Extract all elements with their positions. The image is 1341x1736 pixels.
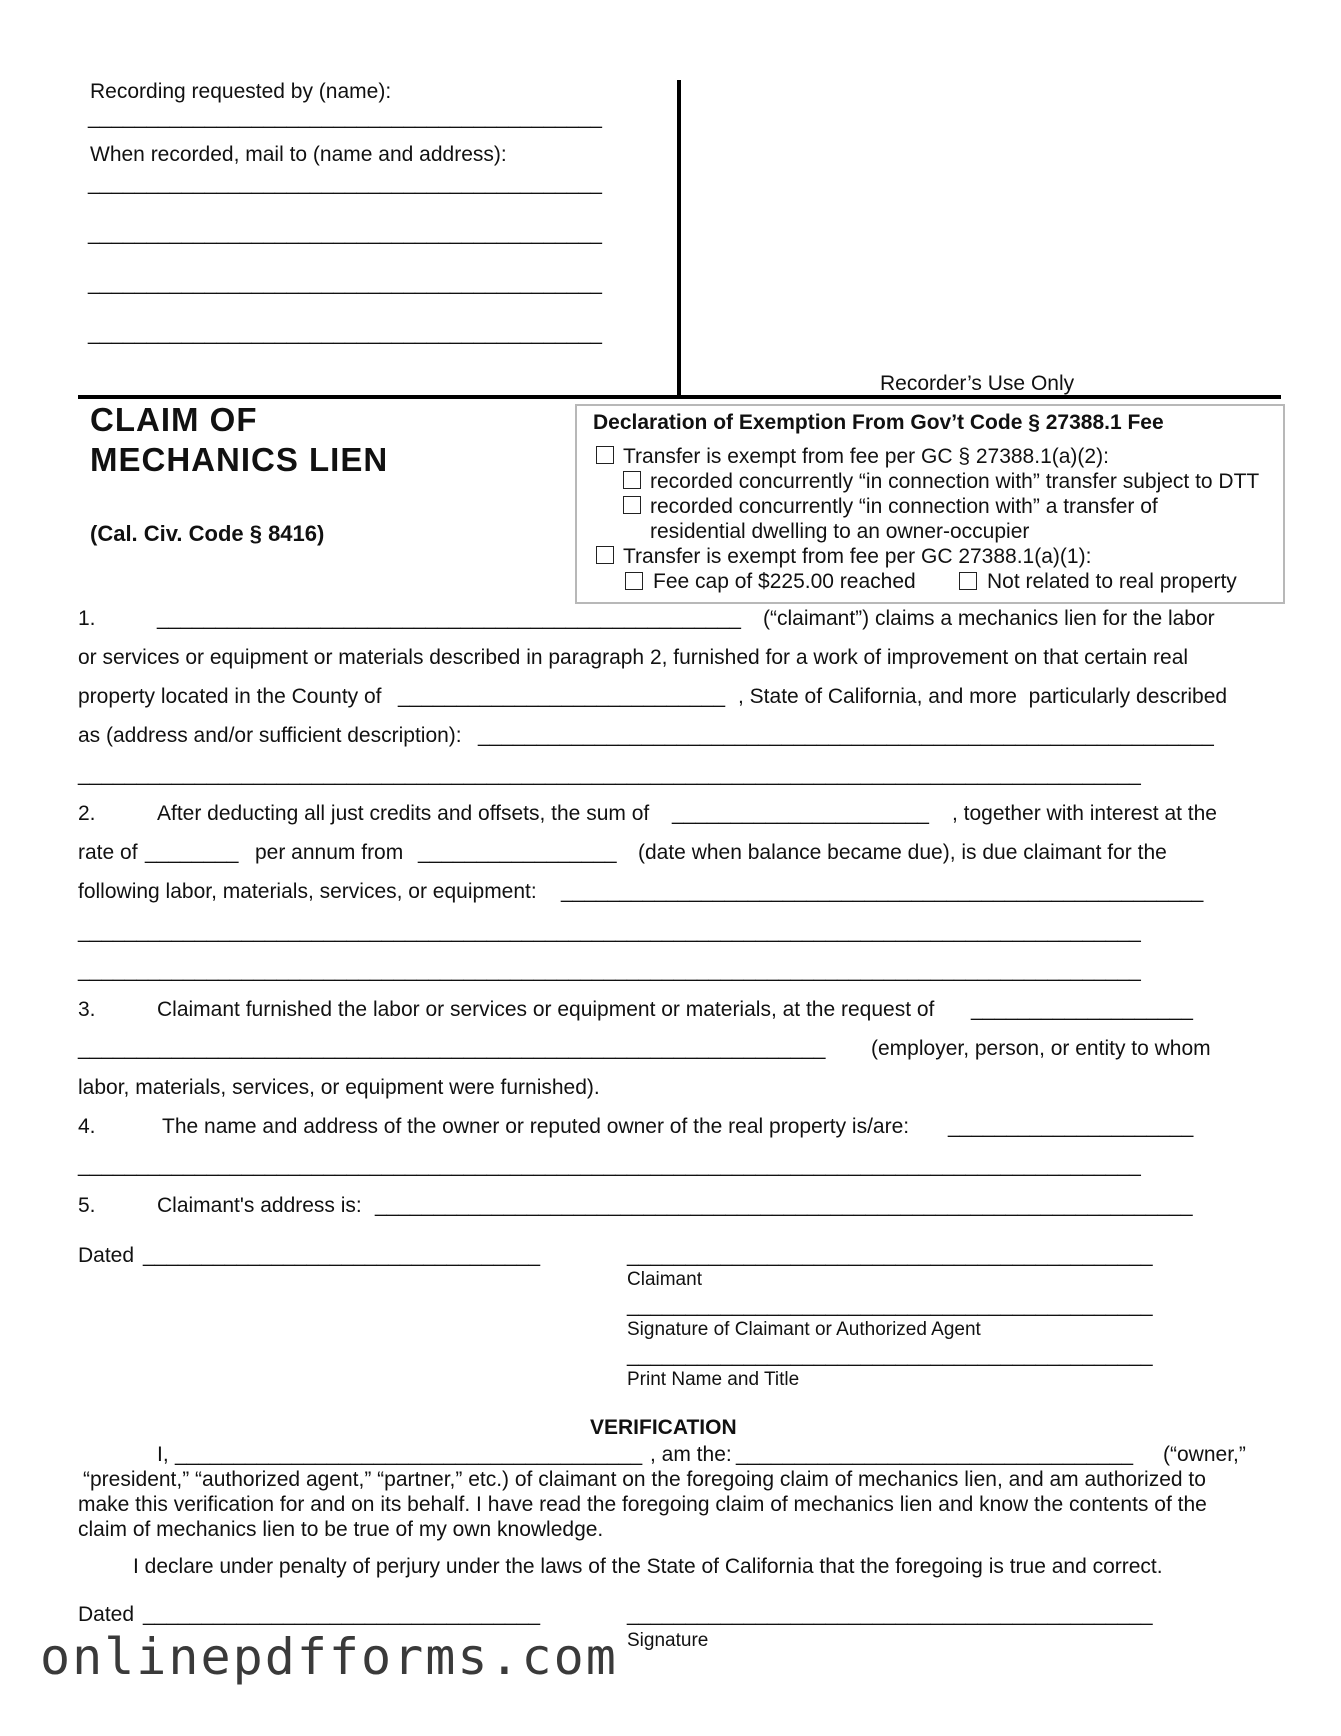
recording-requested-label: Recording requested by (name): (90, 80, 392, 103)
verification-i: I, (157, 1443, 169, 1466)
p2-per-annum-text: per annum from (255, 841, 404, 864)
claimant-name-blank[interactable]: __________________________________________________ (157, 607, 741, 630)
verification-line3: make this verification for and on its behalf. I have read the foregoing claim of mechanics lien and know the contents of the (78, 1493, 1207, 1516)
p1-county-label: property located in the County of (78, 685, 382, 708)
requester-blank-1[interactable]: ___________________ (971, 998, 1193, 1021)
mail-to-label: When recorded, mail to (name and address): (90, 143, 507, 166)
county-blank[interactable]: ____________________________ (398, 685, 726, 708)
requester-blank-2[interactable]: ________________________________________________________________ (78, 1037, 826, 1060)
header-divider-horizontal (78, 395, 1281, 399)
concurrent-residential-checkbox[interactable] (623, 496, 641, 514)
dated-label: Dated (78, 1244, 135, 1267)
exemption-heading: Declaration of Exemption From Gov’t Code § 27388.1 Fee (593, 411, 1164, 434)
verification-signature-label: Signature (627, 1630, 709, 1651)
mail-to-blank-1[interactable]: ____________________________________________ (88, 172, 602, 195)
verification-dated-blank[interactable]: __________________________________ (143, 1603, 541, 1626)
print-name-label: Print Name and Title (627, 1369, 800, 1390)
signature-agent-label: Signature of Claimant or Authorized Agent (627, 1319, 981, 1340)
exempt-a1-checkbox[interactable] (596, 546, 614, 564)
concurrent-dtt-checkbox[interactable] (623, 471, 641, 489)
p2-sum-text: After deducting all just credits and offsets, the sum of (157, 802, 650, 825)
verification-dated-label: Dated (78, 1603, 135, 1626)
sum-blank[interactable]: ______________________ (672, 802, 929, 825)
p3-number: 3. (78, 998, 96, 1021)
concurrent-residential-label-2: residential dwelling to an owner-occupier (650, 520, 1030, 543)
owner-blank-2[interactable]: ___________________________________________________________________________________________ (78, 1154, 1141, 1177)
verifier-name-blank[interactable]: ________________________________________ (175, 1443, 643, 1466)
p2-interest-text: , together with interest at the (952, 802, 1217, 825)
verification-line4: claim of mechanics lien to be true of my own knowledge. (78, 1518, 604, 1541)
p4-number: 4. (78, 1115, 96, 1138)
mail-to-blank-3[interactable]: ____________________________________________ (88, 272, 602, 295)
verification-owner-text: (“owner,” (1163, 1443, 1246, 1466)
not-real-property-checkbox[interactable] (959, 572, 977, 590)
p1-claimant-text: (“claimant”) claims a mechanics lien for the labor (763, 607, 1215, 630)
p2-due-text: (date when balance became due), is due claimant for the (638, 841, 1167, 864)
fee-cap-label: Fee cap of $225.00 reached (653, 570, 916, 593)
form-title-line1: CLAIM OF (90, 401, 258, 438)
mail-to-blank-4[interactable]: ____________________________________________ (88, 322, 602, 345)
claimant-address-blank[interactable]: ______________________________________________________________________ (375, 1194, 1193, 1217)
exempt-a2-label: Transfer is exempt from fee per GC § 27388.1(a)(2): (623, 445, 1109, 468)
not-real-property-label: Not related to real property (987, 570, 1237, 593)
fee-cap-checkbox[interactable] (625, 572, 643, 590)
concurrent-residential-label-1: recorded concurrently “in connection with” a transfer of (650, 495, 1158, 518)
p3-employer-text: (employer, person, or entity to whom (871, 1037, 1211, 1060)
verification-am-the: , am the: (650, 1443, 732, 1466)
exempt-a1-label: Transfer is exempt from fee per GC 27388.1(a)(1): (623, 545, 1092, 568)
recording-requested-blank[interactable]: ____________________________________________ (88, 106, 602, 129)
mail-to-blank-2[interactable]: ____________________________________________ (88, 222, 602, 245)
owner-blank-1[interactable]: _____________________ (948, 1115, 1194, 1138)
p5-address-label: Claimant's address is: (157, 1194, 362, 1217)
verification-line2: “president,” “authorized agent,” “partner,” etc.) of claimant on the foregoing claim of mechanics lien, and am authorized to (83, 1468, 1206, 1491)
verification-declare: I declare under penalty of perjury under the laws of the State of California that the foregoing is true and correct. (133, 1555, 1163, 1578)
property-description-blank-2[interactable]: ___________________________________________________________________________________________ (78, 763, 1141, 786)
balance-due-date-blank[interactable]: _________________ (418, 841, 617, 864)
p2-number: 2. (78, 802, 96, 825)
watermark-logo: onlinepdfforms.com (40, 1628, 618, 1686)
labor-description-blank-2[interactable]: ___________________________________________________________________________________________ (78, 920, 1141, 943)
p3-request-text: Claimant furnished the labor or services or equipment or materials, at the request of (157, 998, 935, 1021)
recorder-use-label: Recorder’s Use Only (880, 372, 1075, 395)
p2-rate-label: rate of (78, 841, 138, 864)
exempt-a2-checkbox[interactable] (596, 446, 614, 464)
civil-code-reference: (Cal. Civ. Code § 8416) (90, 521, 325, 546)
interest-rate-blank[interactable]: ________ (145, 841, 239, 864)
property-description-blank-1[interactable]: _______________________________________________________________ (478, 724, 1214, 747)
p1-number: 1. (78, 607, 96, 630)
header-divider-vertical (677, 80, 681, 396)
p4-owner-text: The name and address of the owner or reputed owner of the real property is/are: (162, 1115, 910, 1138)
signature-agent-blank[interactable]: _____________________________________________ (627, 1294, 1153, 1317)
labor-description-blank-3[interactable]: ___________________________________________________________________________________________ (78, 959, 1141, 982)
print-name-blank[interactable]: _____________________________________________ (627, 1344, 1153, 1367)
verification-signature-blank[interactable]: _____________________________________________ (627, 1603, 1153, 1626)
form-title-line2: MECHANICS LIEN (90, 441, 389, 478)
p3-line3: labor, materials, services, or equipment were furnished). (78, 1076, 600, 1099)
claimant-label: Claimant (627, 1269, 702, 1290)
p1-description-label: as (address and/or sufficient description): (78, 724, 462, 747)
claimant-blank[interactable]: _____________________________________________ (627, 1244, 1153, 1267)
verification-heading: VERIFICATION (590, 1416, 737, 1439)
p5-number: 5. (78, 1194, 96, 1217)
p1-line2: or services or equipment or materials described in paragraph 2, furnished for a work of improvement on that certain real (78, 646, 1189, 669)
dated-blank[interactable]: __________________________________ (143, 1244, 541, 1267)
labor-description-blank-1[interactable]: _______________________________________________________ (561, 880, 1204, 903)
p1-state-text: , State of California, and more particularly described (738, 685, 1228, 708)
verifier-title-blank[interactable]: __________________________________ (736, 1443, 1134, 1466)
concurrent-dtt-label: recorded concurrently “in connection with” transfer subject to DTT (650, 470, 1260, 493)
p2-labor-label: following labor, materials, services, or equipment: (78, 880, 537, 903)
